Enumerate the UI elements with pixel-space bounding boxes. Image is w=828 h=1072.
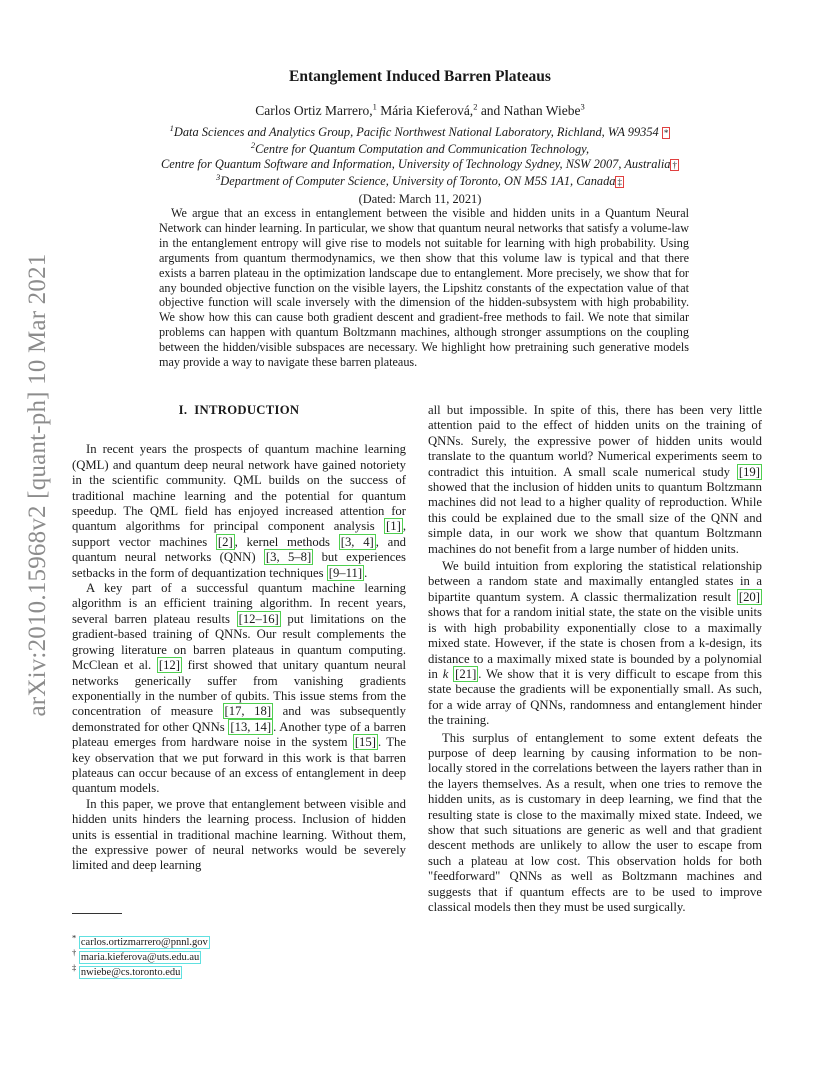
paragraph: This surplus of entanglement to some extent defeats the purpose of deep learning by causing information to be non-locally stored in the correlations between the layers rather than in the layers themselves. As a result, when one tries to remove the hidden units, as is customary in deep learning, we find that the resulting state is close to the maximally mixed state. Indeed, we show that such situations are generic as well and that gradient descent methods are unlikely to allow the user to escape from such a plateau at low cost. This observation holds for both "feedforward" QNNs as well as Boltzmann machines and suggests that if quantum effects are to be used to improve classical models then they must be used surgically. <box>428 730 762 914</box>
paper-date: (Dated: March 11, 2021) <box>358 192 482 206</box>
citation-link[interactable]: [1] <box>386 519 401 534</box>
citation-link[interactable]: [9–11] <box>328 565 363 580</box>
abstract: We argue that an excess in entanglement between the visible and hidden units in a Quantum Neural Network can hinder learning. In particular, we show that quantum neural networks that satisfy a volume-law in the entanglement entropy will give rise to models not suitable for learning with high probability. Using arguments from quantum thermodynamics, we then show that this volume law is typical and that there exists a barren plateau in the optimization landscape due to entanglement. More precisely, we show that for any bounded objective function on the visible layers, the Lipshitz constants of the expectation value of that objective function will scale inversely with the dimension of the hidden-subsystem with high probability. We show how this can cause both gradient descent and gradient-free methods to fail. We note that similar problems can happen with quantum Boltzmann machines, although stronger assumptions on the coupling between the hidden/visible subspaces are necessary. We highlight how pretraining such generative models may provide a way to navigate these barren plateaus. <box>159 206 689 370</box>
author-list <box>90 103 750 119</box>
paper-header <box>90 68 750 207</box>
affiliation-1: $^1$Data Sciences and Analytics Group, Pacific Northwest National Laboratory, Richland, WA 99354 * <box>169 122 669 139</box>
footnotes <box>72 932 210 980</box>
author-name: Carlos Ortiz Marrero, <box>255 103 373 118</box>
arxiv-identifier <box>18 253 58 717</box>
section-heading: I. INTRODUCTION <box>178 403 300 417</box>
footnote-link[interactable]: ‡ <box>617 176 622 187</box>
author-name: Mária Kieferová, <box>376 103 474 118</box>
footnote: ‡ nwiebe@cs.toronto.edu <box>72 962 181 978</box>
citation-link[interactable]: [13, 14] <box>230 719 272 734</box>
email-link[interactable]: carlos.ortizmarrero@pnnl.gov <box>80 937 208 948</box>
paragraph: A key part of a successful quantum machine learning algorithm is an efficient training algorithm. In recent years, several barren plateau results [12–16] put limitations on the gradient-based training of QNNs. Our result complements the growing literature on barren plateaus in quantum computing. McClean et al. [12] first showed that unitary quantum neural networks generically suffer from vanishing gradients exponentially in the number of qubits. This issue stems from the concentration of measure [17, 18] and was subsequently demonstrated for other QNNs [13, 14] . Another type of a barren plateau emerges from hardware noise in the system [15] . The key observation that we put forward in this work is that barren plateaus can occur because of an excess of entanglement in deep quantum models. <box>72 581 406 796</box>
citation-link[interactable]: [12–16] <box>238 611 279 626</box>
citation-link[interactable]: [3, 4] <box>340 534 374 549</box>
author-name: and Nathan Wiebe <box>477 103 581 118</box>
citation-link[interactable]: [12] <box>158 658 180 673</box>
citation-link[interactable]: [21] <box>455 666 477 681</box>
citation-link[interactable]: [2] <box>217 534 233 549</box>
paragraph: We build intuition from exploring the statistical relationship between a random state and maximally entangled states in a bipartite quantum system. A classic thermalization result [20] shows that for a random initial state, the state on the visible units is with high probability exponentially close to a maximally mixed state. However, if the state is chosen from a k-design, its distance to a maximally mixed state is bounded by a polynomial in k [21] . We show that it is very difficult to escape from this state because the gradients will be exponentially small. As such, for a wide array of QNNs, randomness and entanglement hinder the training. <box>428 559 762 728</box>
paragraph: In this paper, we prove that entanglement between visible and hidden units hinders the learning process. Inclusion of hidden units is essential in traditional machine learning. Without them, the expressive power of neural networks would be severely limited and deep learning <box>72 796 406 873</box>
email-link[interactable]: maria.kieferova@uts.edu.au <box>80 952 200 963</box>
footnote-link[interactable]: * <box>663 128 669 138</box>
affiliation-marker: 3 <box>580 101 585 112</box>
paragraph: In recent years the prospects of quantum machine learning (QML) and quantum deep neural network have gained notoriety in the scientific community. QML builds on the success of traditional machine learning and the potential for quantum speedup. The QML field has enjoyed increased attention for quantum algorithms for principal component analysis [1] , support vector machines [2] , kernel methods [3, 4] , and quantum neural networks (QNN) [3, 5–8] but experiences setbacks in the form of dequantization techniques [9–11] . <box>72 442 407 580</box>
paragraph: all but impossible. In spite of this, there has been very little attention paid to the effect of hidden units on the training of QNNs. Surely, the expressive power of hidden units would translate to the quantum world? Numerical experiments seem to contradict this intuition. A small scale numerical study [19] showed that the inclusion of hidden units to quantum Boltzmann machines did not lead to a higher quality of reproduction. While this could be explained due to the small size of the QNN and simple data, in our work we show that quantum Boltzmann machines do not benefit from a large number of hidden units. <box>428 403 762 556</box>
email-link[interactable]: nwiebe@cs.toronto.edu <box>80 967 181 978</box>
footnote: * carlos.ortizmarrero@pnnl.gov <box>72 932 208 948</box>
math-variable: k <box>442 666 449 681</box>
affiliation-3: $^3$Department of Computer Science, University of Toronto, ON M5S 1A1, Canada ‡ <box>216 171 622 188</box>
arxiv-id-text: arXiv:2010.15968v2 [quant-ph] 10 Mar 2021 <box>24 253 51 717</box>
citation-link[interactable]: [3, 5–8] <box>265 550 312 565</box>
affiliation-marker: 1 <box>372 101 377 112</box>
footnote: † maria.kieferova@uts.edu.au <box>72 947 200 963</box>
citation-link[interactable]: [20] <box>738 589 760 604</box>
right-column <box>428 403 762 915</box>
footnote-divider <box>72 913 122 914</box>
citation-link[interactable]: [15] <box>354 735 376 750</box>
affiliation-2b: Centre for Quantum Software and Information, University of Technology Sydney, NSW 2007, Australia † <box>161 157 677 171</box>
citation-link[interactable]: [19] <box>738 464 760 479</box>
affiliation-marker: 2 <box>473 101 478 112</box>
footnote-link[interactable]: † <box>672 160 677 170</box>
citation-link[interactable]: [17, 18] <box>224 704 272 719</box>
left-column <box>72 403 406 874</box>
affiliation-2: $^2$Centre for Quantum Computation and Communication Technology, <box>250 139 590 156</box>
paper-title: Entanglement Induced Barren Plateaus <box>289 68 551 85</box>
